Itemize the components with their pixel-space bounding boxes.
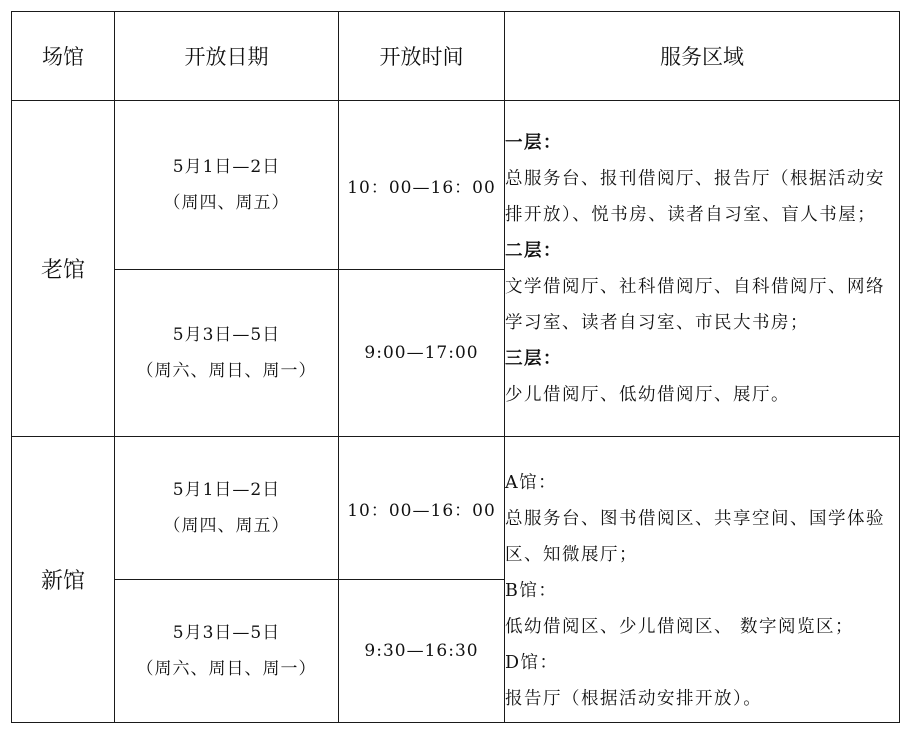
floor-label: 三层：	[505, 348, 562, 369]
date-range: 5月3日—5日	[172, 325, 281, 345]
old-hall-venue: 老馆	[12, 101, 115, 437]
old-hall-date-2	[115, 270, 339, 437]
date-range: 5月1日—2日	[172, 157, 281, 177]
new-hall-date-2	[115, 580, 339, 723]
building-services: 总服务台、图书借阅区、共享空间、国学体验区、知微展厅；	[505, 508, 885, 565]
date-range: 5月1日—2日	[172, 480, 281, 500]
old-hall-time-1: 10：00—16：00	[339, 101, 505, 270]
opening-schedule-table	[11, 11, 900, 723]
header-date: 开放日期	[115, 12, 339, 101]
weekday-range: （周四、周五）	[163, 193, 290, 213]
weekday-range: （周四、周五）	[163, 516, 290, 536]
floor-services: 总服务台、报刊借阅厅、报告厅（根据活动安排开放）、悦书房、读者自习室、盲人书屋；	[505, 168, 885, 225]
floor-services: 少儿借阅厅、低幼借阅厅、展厅。	[505, 384, 790, 405]
new-hall-venue: 新馆	[12, 437, 115, 723]
new-hall-service-areas	[505, 437, 900, 723]
header-venue: 场馆	[12, 12, 115, 101]
header-time: 开放时间	[339, 12, 505, 101]
new-hall-time-2: 9:30—16:30	[339, 580, 505, 723]
date-range: 5月3日—5日	[172, 623, 281, 643]
header-area: 服务区域	[505, 12, 900, 101]
building-services: 报告厅（根据活动安排开放）。	[505, 688, 763, 709]
building-label: A馆：	[505, 472, 558, 493]
old-hall-date-1	[115, 101, 339, 270]
new-hall-date-1	[115, 437, 339, 580]
old-hall-row-1	[12, 101, 900, 270]
floor-label: 一层：	[505, 132, 562, 153]
weekday-range: （周六、周日、周一）	[136, 361, 317, 381]
new-hall-time-1: 10：00—16：00	[339, 437, 505, 580]
building-label: D馆：	[505, 652, 559, 673]
floor-label: 二层：	[505, 240, 562, 261]
building-services: 低幼借阅区、少儿借阅区、 数字阅览区；	[505, 616, 855, 637]
old-hall-service-areas	[505, 101, 900, 437]
weekday-range: （周六、周日、周一）	[136, 659, 317, 679]
header-row	[12, 12, 900, 101]
building-label: B馆：	[505, 580, 558, 601]
old-hall-time-2: 9:00—17:00	[339, 270, 505, 437]
floor-services: 文学借阅厅、社科借阅厅、自科借阅厅、网络学习室、读者自习室、市民大书房；	[505, 276, 885, 333]
new-hall-row-1	[12, 437, 900, 580]
